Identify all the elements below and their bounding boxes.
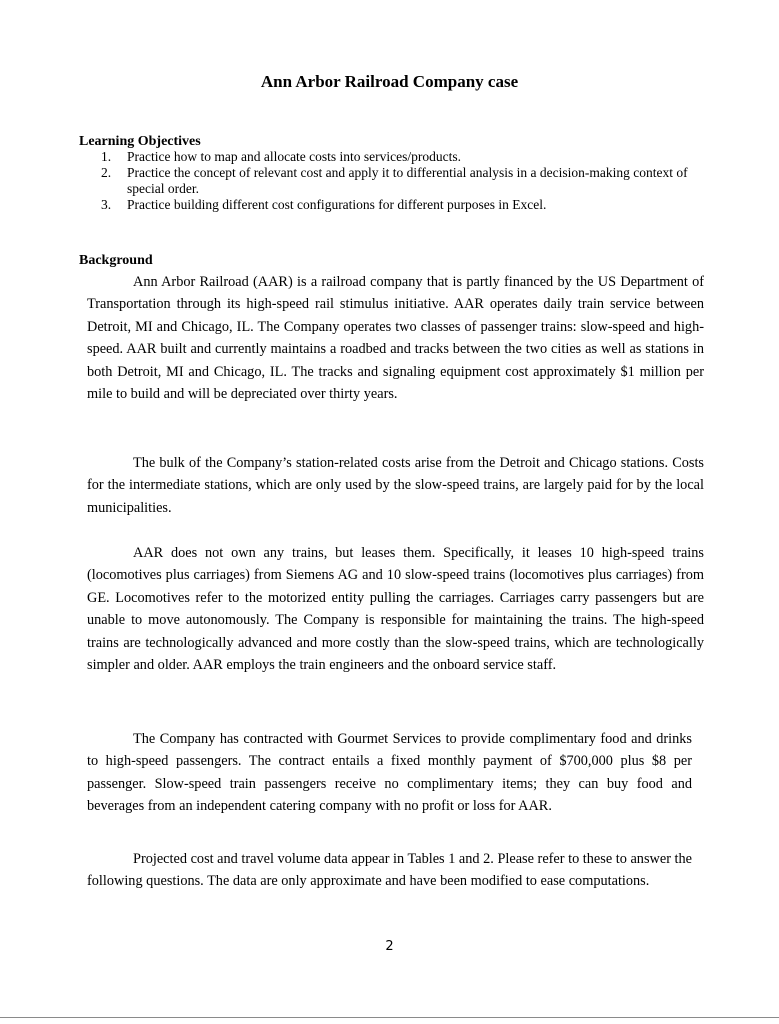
list-item-text: Practice building different cost configurations for different purposes in Excel. bbox=[127, 197, 547, 212]
background-heading: Background bbox=[79, 253, 153, 268]
list-item-number: 1. bbox=[101, 149, 112, 164]
list-item-number: 2. bbox=[101, 165, 112, 180]
list-item-number: 3. bbox=[101, 197, 112, 212]
page-bottom-divider bbox=[0, 1017, 779, 1018]
background-paragraph: The bulk of the Company’s station-related costs arise from the Detroit and Chicago stations. Costs for the intermediate stations, which are only used by the slow-speed trains, are largely paid for by the local municipalities. bbox=[87, 455, 704, 516]
list-item bbox=[79, 197, 699, 213]
page-title: Ann Arbor Railroad Company case bbox=[260, 72, 519, 91]
background-paragraph: Ann Arbor Railroad (AAR) is a railroad company that is partly financed by the US Department of Transportation through its high-speed rail stimulus initiative. AAR operates daily train service between Detroit, MI and Chicago, IL. The Company operates two classes of passenger trains: slow-speed and high-speed. AAR built and currently maintains a roadbed and tracks between the two cities as well as stations in both Detroit, MI and Chicago, IL. The tracks and signaling equipment cost approximately $1 million per mile to build and will be depreciated over thirty years. bbox=[87, 274, 704, 403]
list-item bbox=[79, 149, 699, 165]
page-number: 2 bbox=[385, 939, 394, 954]
background-paragraph: Projected cost and travel volume data appear in Tables 1 and 2. Please refer to these to answer the following questions. The data are only approximate and have been modified to ease computations. bbox=[87, 851, 692, 890]
background-paragraph: The Company has contracted with Gourmet Services to provide complimentary food and drinks to high-speed passengers. The contract entails a fixed monthly payment of $700,000 plus $8 per passenger. Slow-speed train passengers receive no complimentary items; they can buy food and beverages from an independent catering company with no profit or loss for AAR. bbox=[87, 731, 692, 815]
learning-objectives-list bbox=[79, 149, 699, 213]
list-item-text: Practice the concept of relevant cost and apply it to differential analysis in a decision-making context of special order. bbox=[127, 165, 688, 196]
learning-objectives-heading: Learning Objectives bbox=[79, 134, 201, 149]
background-paragraph: AAR does not own any trains, but leases them. Specifically, it leases 10 high-speed trains (locomotives plus carriages) from Siemens AG and 10 slow-speed trains (locomotives plus carriages) from GE. Locomotives refer to the motorized entity pulling the carriages. Carriages carry passengers but are unable to move autonomously. The Company is responsible for maintaining the trains. The high-speed trains are technologically advanced and more costly than the slow-speed trains, which are technologically simpler and older. AAR employs the train engineers and the onboard service staff. bbox=[87, 545, 704, 674]
list-item bbox=[79, 165, 699, 197]
list-item-text: Practice how to map and allocate costs into services/products. bbox=[127, 149, 462, 164]
